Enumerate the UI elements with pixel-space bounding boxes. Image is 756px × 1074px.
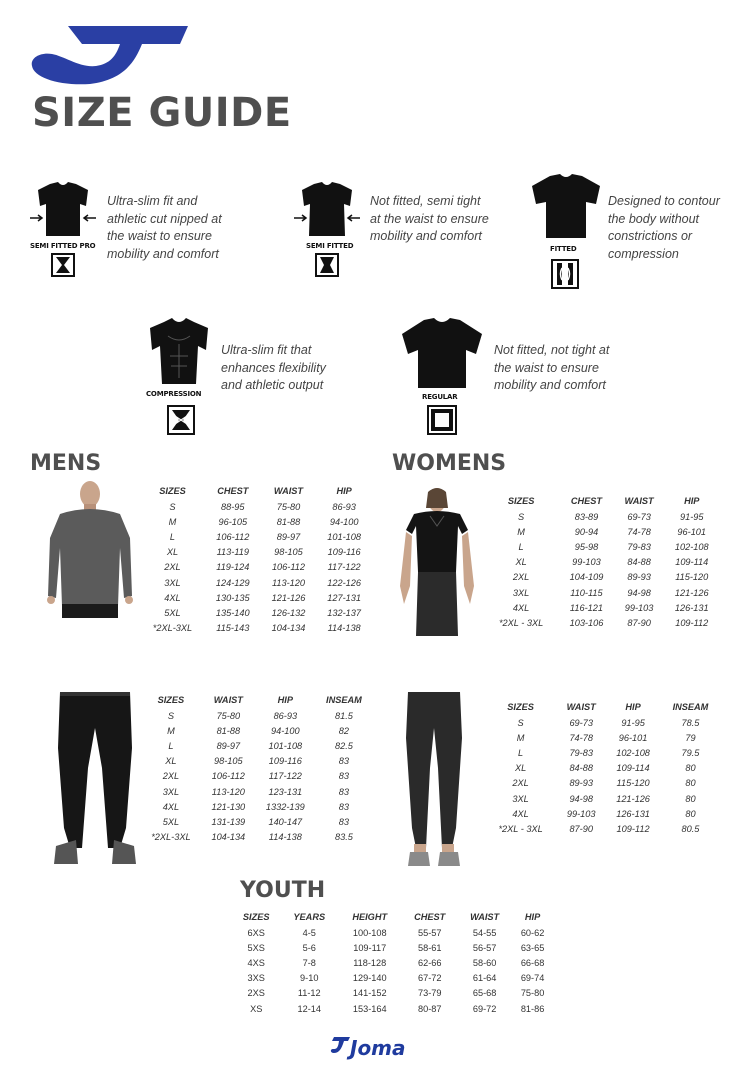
table-row (232, 940, 554, 955)
table-cell: 104-134 (271, 623, 306, 634)
table-cell: 62-66 (417, 957, 442, 968)
table-cell: 3XL (512, 587, 530, 598)
table-cell: S (517, 717, 524, 728)
womens-bottom-size-table (484, 698, 720, 837)
table-cell: 2XL (512, 778, 529, 789)
table-cell: 135-140 (215, 607, 250, 618)
table-cell: 81-88 (276, 516, 301, 527)
table-cell: 80-87 (417, 1003, 442, 1014)
table-cell: 116-121 (569, 602, 603, 613)
table-cell: 99-103 (624, 602, 654, 613)
table-cell: 114-138 (268, 832, 302, 843)
table-cell: 130-135 (215, 592, 250, 603)
fit-label: SEMI FITTED (306, 242, 354, 250)
table-cell: 95-98 (574, 541, 599, 552)
table-row (484, 776, 720, 791)
table-cell: M (167, 725, 175, 736)
table-row (140, 590, 372, 605)
table-cell: 117-122 (268, 771, 302, 782)
column-header: SIZES (507, 701, 534, 712)
column-header: WAIST (566, 701, 596, 712)
table-cell: 96-105 (218, 516, 248, 527)
table-cell: 94-100 (271, 725, 300, 736)
table-cell: 66-68 (520, 957, 545, 968)
table-row (140, 560, 372, 575)
table-cell: 80 (685, 778, 696, 789)
shirt-arrows-icon (28, 180, 98, 280)
column-header: HIP (336, 485, 352, 496)
column-header: WAIST (470, 911, 500, 922)
table-row (140, 514, 372, 529)
table-cell: *2XL-3XL (151, 832, 191, 843)
table-row (140, 621, 372, 636)
table-cell: S (167, 710, 174, 721)
column-header: CHEST (217, 485, 249, 496)
table-cell: 4XL (512, 602, 530, 613)
table-cell: 86-93 (273, 710, 298, 721)
table-cell: 65-68 (472, 988, 497, 999)
table-cell: 104-109 (569, 572, 604, 583)
table-cell: 91-95 (621, 717, 645, 728)
table-row (140, 814, 372, 829)
table-cell: 83 (338, 816, 350, 827)
table-row (484, 570, 720, 585)
table-cell: 109-116 (327, 547, 361, 558)
table-row (140, 708, 372, 723)
table-cell: 69-72 (472, 1003, 497, 1014)
table-row (484, 524, 720, 539)
table-row (484, 615, 720, 630)
table-cell: 63-65 (520, 942, 545, 953)
table-cell: 12-14 (297, 1003, 321, 1014)
table-cell: 5XS (247, 942, 265, 953)
table-cell: 74-78 (569, 732, 593, 743)
table-cell: 99-103 (572, 557, 601, 568)
womens-bottom-photo (400, 688, 470, 868)
column-header: YEARS (293, 911, 326, 922)
table-cell: 101-108 (327, 531, 361, 542)
column-header: SIZES (242, 911, 270, 922)
table-cell: 73-79 (417, 988, 442, 999)
fit-label: REGULAR (422, 393, 458, 401)
table-cell: 80.5 (681, 823, 700, 834)
table-cell: 56-57 (472, 942, 497, 953)
mens-bottom-size-table (140, 691, 372, 845)
shirt-icon (528, 172, 604, 292)
womens-top-photo (392, 486, 482, 636)
table-cell: 11-12 (297, 988, 321, 999)
table-cell: 132-137 (327, 607, 361, 618)
table-cell: 81.5 (334, 710, 353, 721)
joma-logo-icon (30, 22, 190, 92)
table-cell: 96-101 (618, 732, 648, 743)
table-cell: 115-120 (616, 778, 650, 789)
womens-title: WOMENS (392, 451, 507, 476)
table-cell: 69-73 (569, 717, 593, 728)
table-cell: 114-138 (327, 623, 361, 634)
table-row (140, 605, 372, 620)
fit-label: COMPRESSION (146, 390, 202, 398)
table-cell: 113-120 (271, 577, 305, 588)
table-cell: 75-80 (216, 710, 241, 721)
table-cell: 91-95 (679, 511, 704, 522)
muscle-shirt-icon (144, 316, 214, 438)
table-row (484, 715, 720, 730)
table-cell: 121-126 (271, 592, 306, 603)
table-cell: 94-100 (329, 516, 359, 527)
joma-logo-icon (330, 1035, 352, 1057)
column-header: WAIST (624, 495, 654, 506)
table-cell: 86-93 (332, 501, 356, 512)
column-header: SIZES (507, 495, 535, 506)
brand-name: Joma (350, 1036, 406, 1060)
fit-description: Not fitted, not tight at the waist to ensure mobility and comfort (494, 343, 610, 392)
table-cell: 115-143 (216, 623, 250, 634)
table-cell: 89-97 (276, 531, 301, 542)
mens-top-photo (40, 478, 140, 618)
table-cell: 55-57 (417, 927, 442, 938)
table-row (140, 769, 372, 784)
table-cell: 60-62 (520, 927, 545, 938)
table-cell: 113-119 (216, 547, 249, 558)
table-cell: 100-108 (352, 927, 387, 938)
table-cell: *2XL-3XL (152, 623, 193, 634)
table-cell: 4XL (512, 808, 529, 819)
table-cell: 3XL (162, 786, 180, 797)
table-cell: 80 (685, 793, 696, 804)
table-cell: 83-89 (574, 511, 599, 522)
table-cell: 5XL (164, 607, 181, 618)
table-row (484, 791, 720, 806)
table-cell: 106-112 (216, 531, 250, 542)
table-cell: 106-112 (211, 771, 245, 782)
table-cell: 118-128 (353, 957, 387, 968)
table-cell: 78.5 (681, 717, 700, 728)
table-cell: 89-93 (627, 572, 651, 583)
table-cell: 2XL (164, 562, 181, 573)
table-cell: 99-103 (566, 808, 596, 819)
mens-title: MENS (30, 451, 102, 476)
table-cell: 61-64 (472, 973, 497, 984)
table-cell: 74-78 (627, 526, 651, 537)
table-cell: 121-126 (616, 793, 650, 804)
table-cell: 102-108 (616, 747, 650, 758)
fit-description: Ultra-slim fit and athletic cut nipped at the waist to ensure mobility and comfort (107, 194, 222, 261)
fit-label: FITTED (550, 245, 577, 253)
table-cell: 3XL (512, 793, 529, 804)
table-cell: 7-8 (302, 957, 316, 968)
table-cell: XL (514, 763, 527, 774)
table-cell: 58-61 (417, 942, 442, 953)
table-row (140, 499, 372, 514)
table-cell: 89-93 (569, 778, 593, 789)
table-cell: 82.5 (334, 740, 353, 751)
table-cell: M (516, 732, 525, 743)
table-cell: L (518, 541, 524, 552)
table-cell: 115-120 (675, 572, 709, 583)
table-cell: 81-86 (520, 1003, 545, 1014)
column-header: SIZES (157, 694, 185, 705)
table-cell: 4XS (247, 957, 265, 968)
table-cell: 5XL (162, 816, 180, 827)
table-cell: 113-120 (211, 786, 245, 797)
table-cell: 2XS (247, 988, 265, 999)
column-header: SIZES (159, 485, 186, 496)
table-cell: 79 (685, 732, 696, 743)
table-cell: 3XS (247, 973, 265, 984)
shirt-icon (400, 316, 484, 438)
table-cell: 124-129 (215, 577, 250, 588)
table-cell: 102-108 (674, 541, 709, 552)
table-row (140, 545, 372, 560)
table-cell: 83.5 (334, 832, 353, 843)
table-cell: 96-101 (677, 526, 707, 537)
table-cell: 122-126 (327, 577, 361, 588)
table-cell: 79-83 (627, 541, 651, 552)
table-cell: 69-74 (520, 973, 545, 984)
table-cell: 106-112 (271, 562, 305, 573)
table-cell: 1332-139 (265, 801, 305, 812)
table-header-row (232, 908, 554, 925)
table-cell: 109-116 (268, 756, 302, 767)
table-cell: 83 (338, 771, 350, 782)
column-header: INSEAM (672, 701, 709, 712)
column-header: HIP (684, 495, 700, 506)
table-header-row (140, 691, 372, 708)
table-row (140, 723, 372, 738)
table-cell: L (169, 531, 176, 542)
column-header: CHEST (414, 911, 446, 922)
table-row (140, 784, 372, 799)
table-cell: 109-112 (675, 617, 709, 628)
table-cell: 4XL (162, 801, 180, 812)
table-row (484, 539, 720, 554)
table-cell: 4XL (164, 592, 181, 603)
column-header: HIP (625, 701, 641, 712)
table-cell: 67-72 (417, 973, 442, 984)
table-cell: 126-132 (271, 607, 306, 618)
table-cell: 2XL (512, 572, 530, 583)
table-cell: 87-90 (569, 823, 593, 834)
column-header: HIP (524, 911, 541, 922)
shirt-arrows-icon (292, 180, 362, 280)
table-cell: XL (515, 557, 527, 568)
table-row (484, 730, 720, 745)
table-row (484, 600, 720, 615)
table-row (140, 575, 372, 590)
table-cell: 3XL (164, 577, 181, 588)
table-cell: 82 (338, 725, 350, 736)
table-cell: 140-147 (268, 816, 303, 827)
table-cell: S (518, 511, 525, 522)
table-cell: 84-88 (569, 763, 593, 774)
table-cell: 153-164 (352, 1003, 387, 1014)
table-cell: 87-90 (627, 617, 651, 628)
table-cell: 109-112 (616, 823, 650, 834)
table-cell: 58-60 (472, 957, 497, 968)
table-row (232, 1001, 554, 1016)
fit-semi-fitted-pro (28, 180, 98, 280)
column-header: WAIST (273, 485, 303, 496)
table-cell: L (518, 747, 524, 758)
table-row (140, 830, 372, 845)
fit-regular (400, 316, 484, 438)
table-row (232, 971, 554, 986)
table-cell: 54-55 (472, 927, 497, 938)
table-row (232, 925, 554, 940)
fit-description: Not fitted, semi tight at the waist to ensure mobility and comfort (370, 194, 489, 243)
table-cell: 98-105 (274, 547, 303, 558)
table-cell: 131-139 (211, 816, 246, 827)
womens-top-size-table (484, 492, 720, 631)
mens-top-size-table (140, 482, 372, 636)
fit-fitted (528, 172, 604, 292)
table-cell: 121-130 (211, 801, 246, 812)
fit-label: SEMI FITTED PRO (30, 242, 96, 250)
table-cell: 98-105 (214, 756, 243, 767)
table-cell: 109-114 (616, 763, 650, 774)
page-title: SIZE GUIDE (32, 90, 292, 136)
table-row (484, 761, 720, 776)
table-row (140, 738, 372, 753)
table-cell: 83 (338, 756, 350, 767)
table-cell: 110-115 (570, 587, 603, 598)
table-header-row (140, 482, 372, 499)
table-cell: L (168, 740, 174, 751)
table-cell: 80 (685, 763, 696, 774)
table-cell: 94-98 (569, 793, 593, 804)
table-cell: *2XL - 3XL (498, 823, 543, 834)
table-cell: 129-140 (352, 973, 387, 984)
table-cell: 103-106 (569, 617, 604, 628)
column-header: HEIGHT (352, 911, 388, 922)
table-cell: 83 (338, 801, 350, 812)
table-header-row (484, 698, 720, 715)
table-cell: 84-88 (627, 557, 651, 568)
column-header: WAIST (213, 694, 243, 705)
table-cell: 79-83 (569, 747, 593, 758)
table-cell: 79.5 (681, 747, 700, 758)
table-cell: *2XL - 3XL (498, 617, 544, 628)
table-cell: 127-131 (327, 592, 361, 603)
column-header: HIP (277, 694, 293, 705)
table-cell: XL (166, 547, 179, 558)
fit-semi-fitted (292, 180, 362, 280)
table-row (140, 754, 372, 769)
table-cell: 83 (338, 786, 350, 797)
youth-title: YOUTH (240, 878, 326, 903)
youth-size-table (232, 908, 554, 1016)
table-cell: 119-124 (216, 562, 250, 573)
table-cell: M (168, 516, 177, 527)
table-cell: 90-94 (574, 526, 599, 537)
table-cell: 80 (685, 808, 696, 819)
table-cell: S (169, 501, 176, 512)
column-header: CHEST (570, 495, 603, 506)
table-cell: 126-131 (674, 602, 709, 613)
table-row (484, 745, 720, 760)
table-cell: 104-134 (211, 832, 246, 843)
table-cell: XS (250, 1003, 263, 1014)
table-cell: 88-95 (221, 501, 245, 512)
table-cell: XL (165, 756, 177, 767)
table-cell: 5-6 (302, 942, 316, 953)
table-cell: 141-152 (352, 988, 387, 999)
table-row (484, 585, 720, 600)
table-row (140, 529, 372, 544)
table-header-row (484, 492, 720, 509)
fit-description: Designed to contour the body without constrictions or compression (608, 194, 720, 261)
table-row (232, 955, 554, 970)
table-cell: 109-117 (353, 942, 387, 953)
fit-description: Ultra-slim fit that enhances flexibility and athletic output (221, 343, 326, 392)
table-cell: 117-122 (327, 562, 361, 573)
table-cell: 75-80 (520, 988, 545, 999)
table-row (484, 555, 720, 570)
table-cell: 89-97 (216, 740, 241, 751)
table-cell: M (517, 526, 525, 537)
table-row (484, 509, 720, 524)
table-row (484, 821, 720, 836)
table-cell: 69-73 (627, 511, 651, 522)
table-cell: 101-108 (268, 740, 303, 751)
table-cell: 75-80 (276, 501, 301, 512)
fit-compression (144, 316, 214, 438)
table-cell: 94-98 (627, 587, 651, 598)
table-cell: 9-10 (300, 973, 319, 984)
table-cell: 2XL (162, 771, 180, 782)
table-cell: 109-114 (675, 557, 709, 568)
table-row (140, 799, 372, 814)
table-cell: 4-5 (302, 927, 316, 938)
table-row (232, 986, 554, 1001)
column-header: INSEAM (326, 694, 362, 705)
table-cell: 6XS (247, 927, 265, 938)
mens-bottom-photo (50, 688, 140, 868)
table-row (484, 806, 720, 821)
table-cell: 81-88 (216, 725, 241, 736)
table-cell: 121-126 (674, 587, 709, 598)
table-cell: 126-131 (616, 808, 650, 819)
table-cell: 123-131 (268, 786, 303, 797)
